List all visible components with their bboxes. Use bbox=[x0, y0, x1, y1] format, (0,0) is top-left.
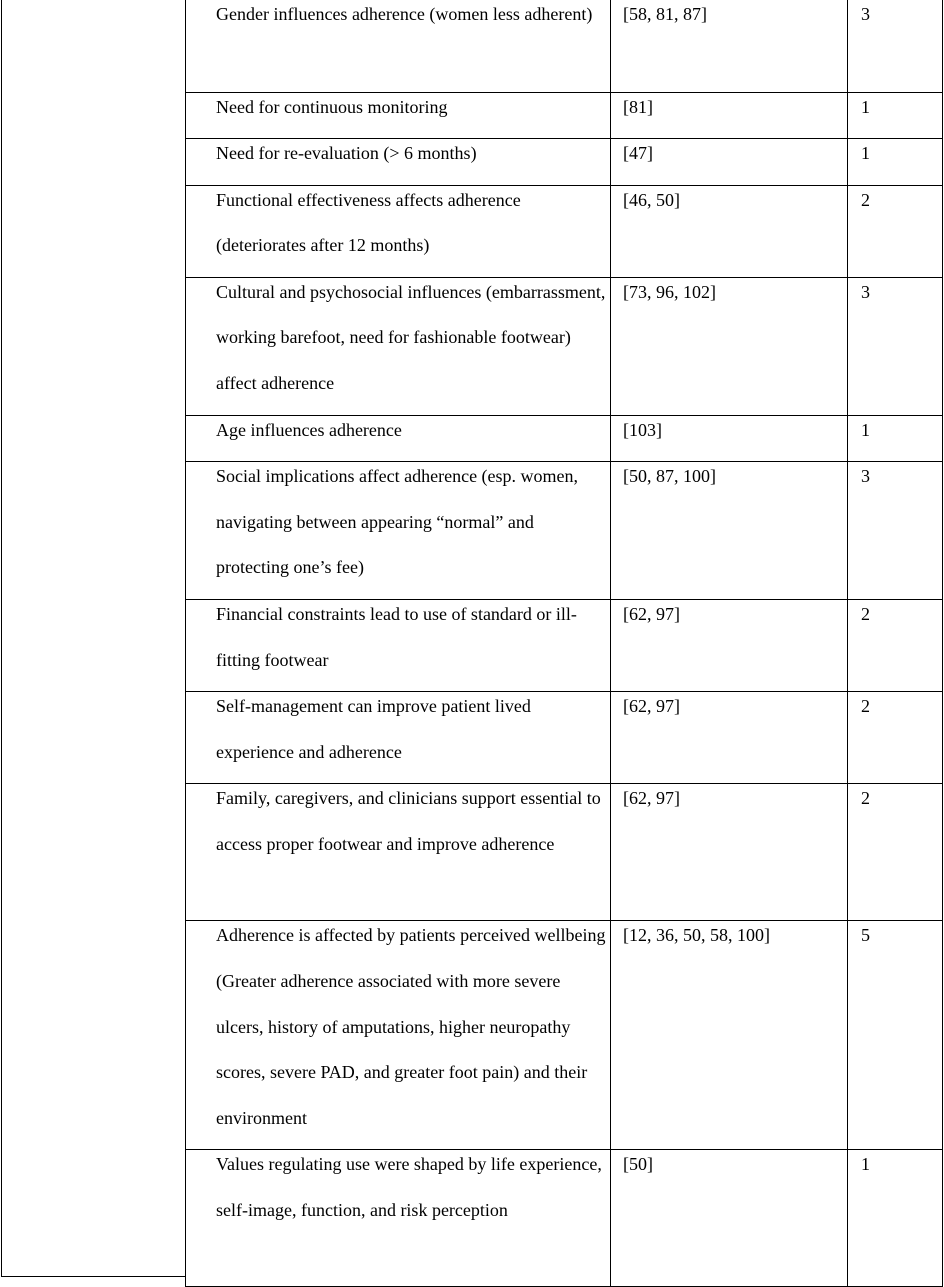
references-cell bbox=[611, 0, 848, 92]
table-row bbox=[186, 185, 943, 277]
count-text: 1 bbox=[861, 419, 870, 440]
count-text: 2 bbox=[861, 189, 870, 210]
count-cell bbox=[848, 692, 943, 784]
table-row bbox=[186, 277, 943, 415]
count-cell bbox=[848, 600, 943, 692]
references-cell bbox=[611, 600, 848, 692]
count-cell bbox=[848, 1150, 943, 1287]
finding-text: Financial constraints lead to use of standard or ill-fitting footwear bbox=[216, 604, 577, 670]
table-row bbox=[186, 692, 943, 784]
finding-cell bbox=[186, 185, 611, 277]
finding-text: Functional effectiveness affects adherence (deteriorates after 12 months) bbox=[216, 189, 521, 256]
references-text: [12, 36, 50, 58, 100] bbox=[623, 925, 770, 946]
references-cell bbox=[611, 921, 848, 1150]
finding-cell bbox=[186, 462, 611, 600]
finding-text: Adherence is affected by patients perceived wellbeing (Greater adherence associated with more severe ulcers, history of amputations, higher neuropathy scores, severe PAD, and greater foot pain) and their environment bbox=[216, 925, 606, 1128]
finding-cell bbox=[186, 0, 611, 92]
table-row bbox=[186, 600, 943, 692]
references-cell bbox=[611, 692, 848, 784]
references-text: [50] bbox=[623, 1154, 653, 1175]
finding-text: Gender influences adherence (women less adherent) bbox=[216, 4, 593, 24]
count-cell bbox=[848, 784, 943, 921]
finding-text: Self-management can improve patient lived experience and adherence bbox=[216, 696, 531, 762]
count-text: 2 bbox=[861, 696, 870, 717]
references-cell bbox=[611, 277, 848, 415]
count-text: 5 bbox=[861, 925, 870, 946]
finding-text: Age influences adherence bbox=[216, 419, 402, 440]
category-column-cell bbox=[1, 0, 186, 1277]
count-text: 1 bbox=[861, 143, 870, 164]
count-cell bbox=[848, 921, 943, 1150]
evidence-table bbox=[185, 0, 943, 1287]
references-text: [62, 97] bbox=[623, 696, 680, 717]
count-cell bbox=[848, 277, 943, 415]
count-text: 3 bbox=[861, 4, 870, 24]
references-text: [73, 96, 102] bbox=[623, 281, 716, 302]
finding-text: Social implications affect adherence (esp. women, navigating between appearing “normal” and protecting one’s fee) bbox=[216, 466, 579, 578]
finding-text: Values regulating use were shaped by life experience, self-image, function, and risk perception bbox=[216, 1154, 602, 1220]
finding-text: Family, caregivers, and clinicians support essential to access proper footwear and improve adherence bbox=[216, 788, 601, 854]
finding-cell bbox=[186, 1150, 611, 1287]
count-text: 2 bbox=[861, 604, 870, 625]
table-row bbox=[186, 462, 943, 600]
finding-text: Need for re-evaluation (> 6 months) bbox=[216, 143, 477, 164]
count-cell bbox=[848, 185, 943, 277]
table-row bbox=[186, 784, 943, 921]
references-cell bbox=[611, 185, 848, 277]
references-cell bbox=[611, 1150, 848, 1287]
table-row bbox=[186, 921, 943, 1150]
finding-cell bbox=[186, 784, 611, 921]
references-text: [62, 97] bbox=[623, 788, 680, 809]
references-text: [103] bbox=[623, 419, 662, 440]
references-text: [46, 50] bbox=[623, 189, 680, 210]
references-cell bbox=[611, 462, 848, 600]
finding-cell bbox=[186, 277, 611, 415]
references-text: [47] bbox=[623, 143, 653, 164]
references-cell bbox=[611, 784, 848, 921]
table-row bbox=[186, 1150, 943, 1287]
table-row bbox=[186, 0, 943, 92]
count-cell bbox=[848, 462, 943, 600]
count-text: 3 bbox=[861, 466, 870, 487]
references-text: [50, 87, 100] bbox=[623, 466, 716, 487]
finding-text: Cultural and psychosocial influences (embarrassment, working barefoot, need for fashionable footwear) affect adherence bbox=[216, 281, 606, 394]
references-text: [58, 81, 87] bbox=[623, 4, 707, 24]
finding-text: Need for continuous monitoring bbox=[216, 96, 448, 117]
finding-cell bbox=[186, 692, 611, 784]
finding-cell bbox=[186, 600, 611, 692]
references-text: [62, 97] bbox=[623, 604, 680, 625]
count-text: 3 bbox=[861, 281, 870, 302]
count-cell bbox=[848, 0, 943, 92]
finding-cell bbox=[186, 921, 611, 1150]
count-text: 2 bbox=[861, 788, 870, 809]
references-text: [81] bbox=[623, 96, 653, 117]
count-text: 1 bbox=[861, 1154, 870, 1175]
count-text: 1 bbox=[861, 96, 870, 117]
